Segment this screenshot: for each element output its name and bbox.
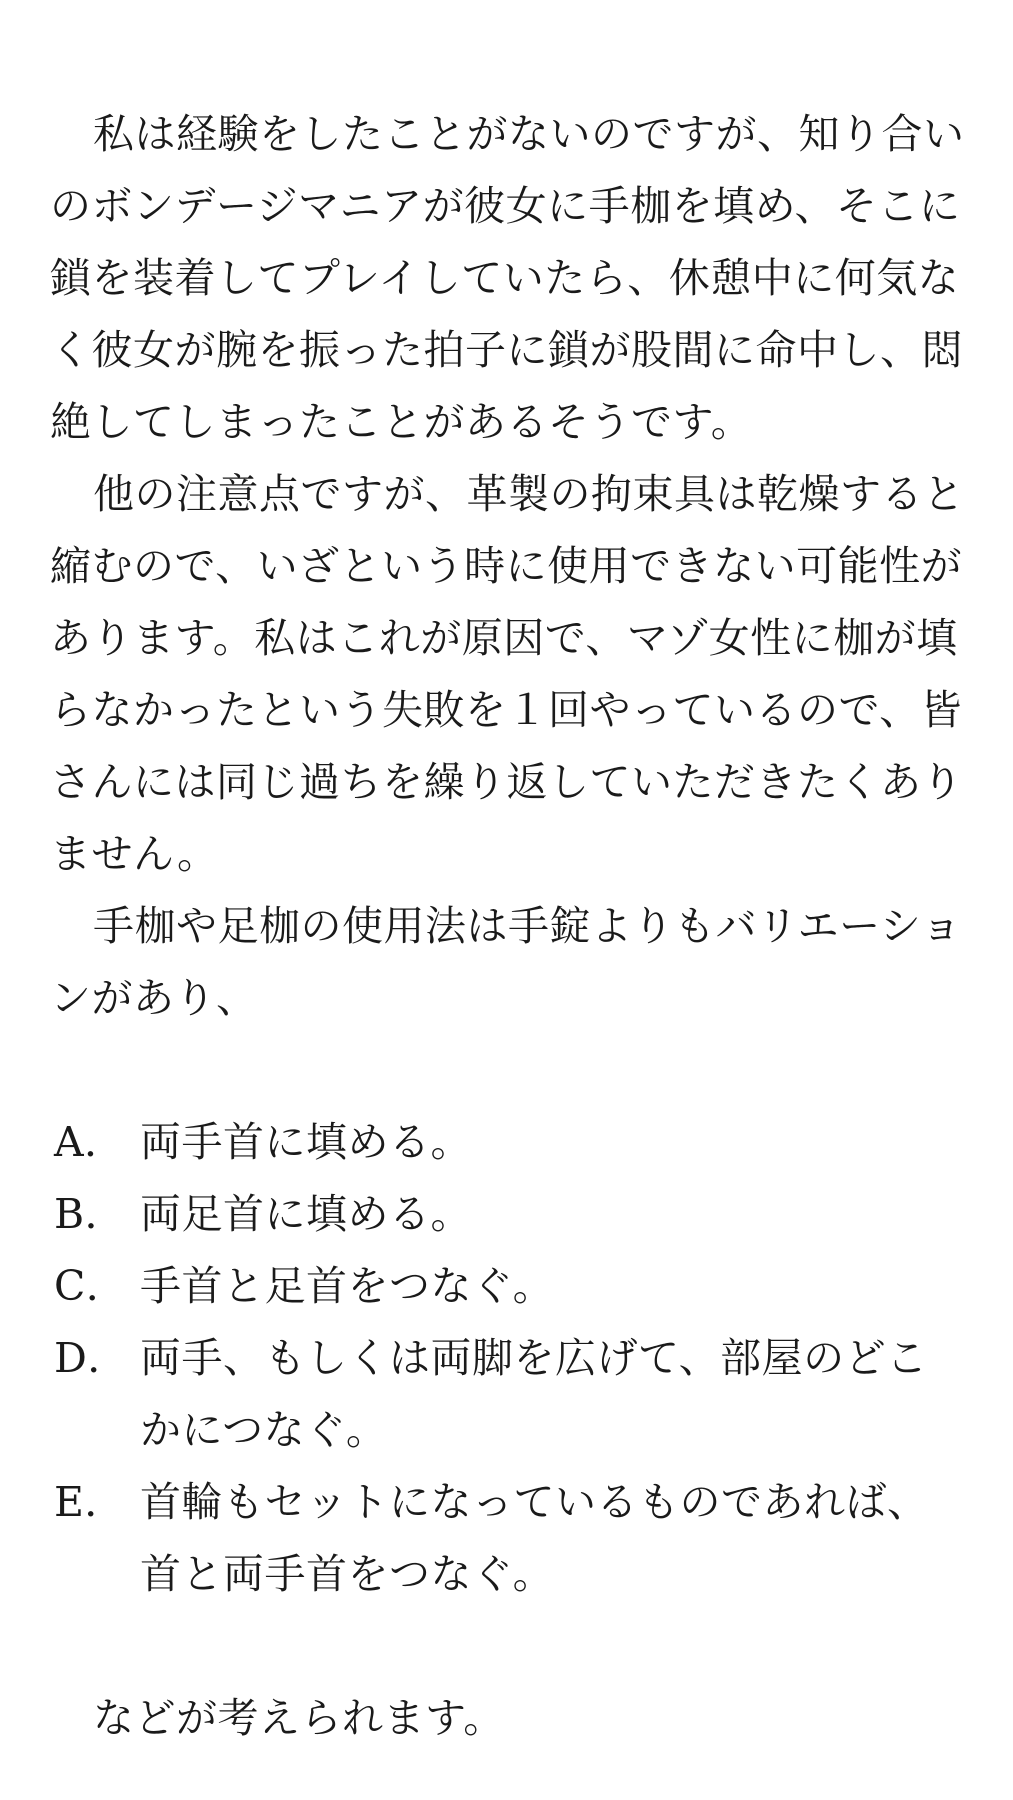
list-marker: D． <box>54 1334 129 1382</box>
paragraph-4: などが考えられます。 <box>93 1694 505 1742</box>
list-item <box>50 1322 967 1466</box>
list-item-text: 手首と足首をつなぐ。 <box>140 1262 555 1310</box>
list-marker: C． <box>54 1262 128 1310</box>
list-item-text: 首輪もセットになっているものであれば、首と両手首をつなぐ。 <box>140 1478 929 1598</box>
list-marker: B． <box>54 1190 127 1238</box>
paragraph-3: 手枷や足枷の使用法は手錠よりもバリエーションがあり、 <box>50 902 963 1022</box>
list-item <box>50 1250 967 1322</box>
paragraph-2: 他の注意点ですが、革製の拘束具は乾燥すると縮むので、いざという時に使用できない可能性があります。私はこれが原因で、マゾ女性に枷が填らなかったという失敗を１回やっているので、皆さんには同じ過ちを繰り返していただきたくありません。 <box>50 470 965 878</box>
list-marker: A． <box>54 1118 126 1166</box>
list-item <box>50 1466 967 1610</box>
paragraph-1: 私は経験をしたことがないのですが、知り合いのボンデージマニアが彼女に手枷を填め、そこに鎖を装着してプレイしていたら、休憩中に何気なく彼女が腕を振った拍子に鎖が股間に命中し、悶絶してしまったことがあるそうです。 <box>50 110 965 446</box>
list-item-text: 両手、もしくは両脚を広げて、部屋のどこかにつなぐ。 <box>140 1334 928 1454</box>
list-item <box>50 1106 967 1178</box>
list-marker: E． <box>54 1478 126 1526</box>
list-item <box>50 1178 967 1250</box>
usage-list <box>50 1106 967 1610</box>
blank-line <box>50 1610 967 1682</box>
list-item-text: 両足首に填める。 <box>140 1190 472 1238</box>
list-item-text: 両手首に填める。 <box>140 1118 472 1166</box>
blank-line <box>50 1034 967 1106</box>
